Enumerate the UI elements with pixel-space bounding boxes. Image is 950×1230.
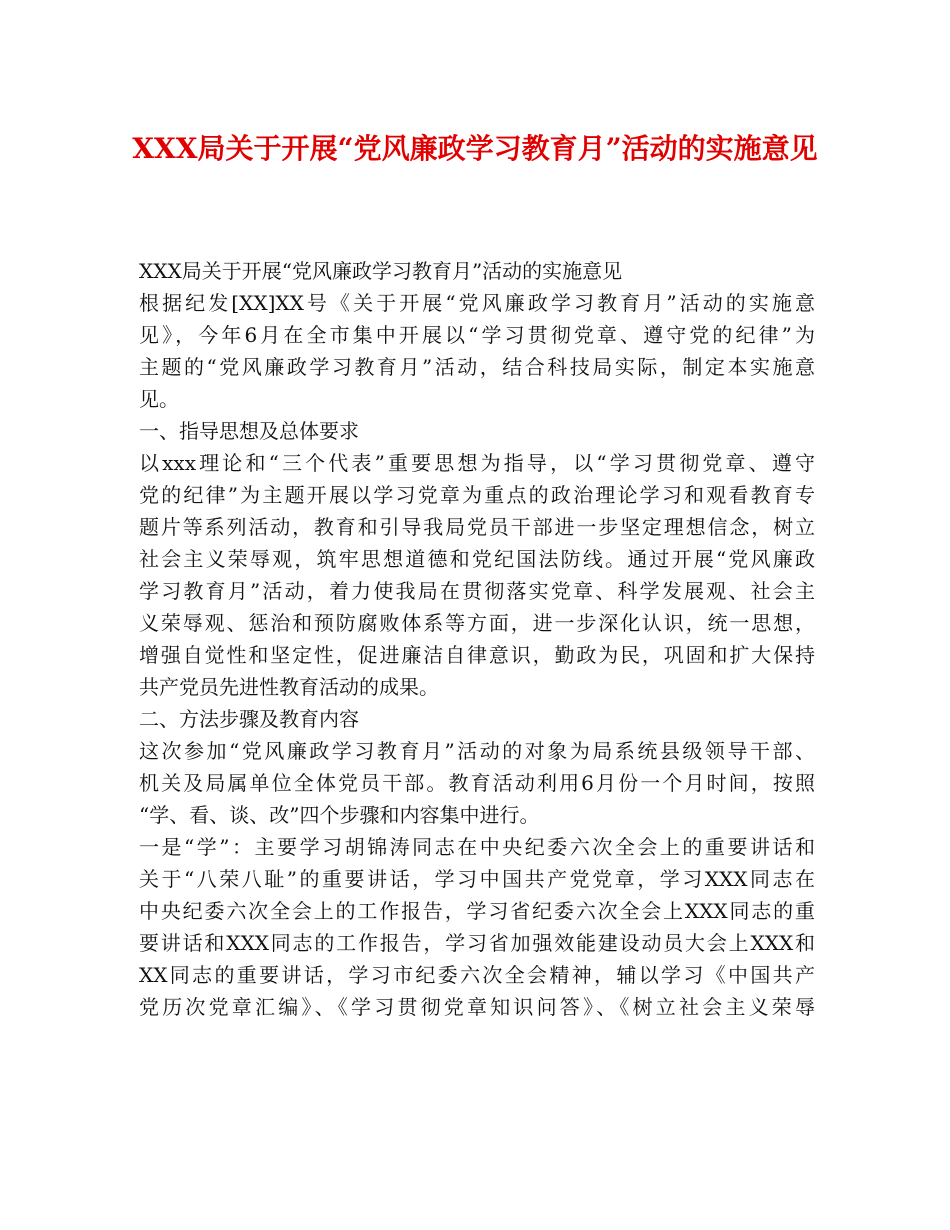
body-line: 见》，今年6月在全市集中开展以“学习贯彻党章、遵守党的纪律”为 <box>139 323 815 347</box>
body-line: 学习教育月”活动，着力使我局在贯彻落实党章、科学发展观、社会主 <box>139 579 815 603</box>
body-line: 增强自觉性和坚定性，促进廉洁自律意识，勤政为民，巩固和扩大保持 <box>139 643 815 667</box>
body-line: XX同志的重要讲话，学习市纪委六次全会精神，辅以学习《中国共产 <box>139 963 815 987</box>
body-line: 义荣辱观、惩治和预防腐败体系等方面，进一步深化认识，统一思想， <box>139 611 815 635</box>
body-line: 一是“学”：主要学习胡锦涛同志在中央纪委六次全会上的重要讲话和 <box>139 835 815 859</box>
body-line: 这次参加“党风廉政学习教育月”活动的对象为局系统县级领导干部、 <box>139 739 815 763</box>
body-line: 社会主义荣辱观，筑牢思想道德和党纪国法防线。通过开展“党风廉政 <box>139 547 815 571</box>
document-title: XXX局关于开展“党风廉政学习教育月”活动的实施意见 <box>132 132 818 165</box>
body-line: 党的纪律”为主题开展以学习党章为重点的政治理论学习和观看教育专 <box>139 483 815 507</box>
body-line: 见。 <box>139 387 179 411</box>
body-line: “学、看、谈、改”四个步骤和内容集中进行。 <box>139 803 540 827</box>
body-line: 关于“八荣八耻”的重要讲话，学习中国共产党党章，学习XXX同志在 <box>139 867 815 891</box>
body-line: 以xxx理论和“三个代表”重要思想为指导，以“学习贯彻党章、遵守 <box>139 451 815 475</box>
body-line: XXX局关于开展“党风廉政学习教育月”活动的实施意见 <box>139 259 623 283</box>
body-line: 机关及局属单位全体党员干部。教育活动利用6月份一个月时间，按照 <box>139 771 815 795</box>
body-line: 中央纪委六次全会上的工作报告，学习省纪委六次全会上XXX同志的重 <box>139 899 815 923</box>
document-body <box>139 255 815 1023</box>
body-line: 题片等系列活动，教育和引导我局党员干部进一步坚定理想信念，树立 <box>139 515 815 539</box>
body-line: 二、方法步骤及教育内容 <box>139 707 359 731</box>
body-line: 共产党员先进性教育活动的成果。 <box>139 675 439 699</box>
body-line: 党历次党章汇编》、《学习贯彻党章知识问答》、《树立社会主义荣辱 <box>139 995 815 1019</box>
body-line: 要讲话和XXX同志的工作报告，学习省加强效能建设动员大会上XXX和 <box>139 931 815 955</box>
body-line: 根据纪发[XX]XX号《关于开展“党风廉政学习教育月”活动的实施意 <box>139 291 815 315</box>
body-line: 一、指导思想及总体要求 <box>139 419 359 443</box>
body-line: 主题的“党风廉政学习教育月”活动，结合科技局实际，制定本实施意 <box>139 355 815 379</box>
